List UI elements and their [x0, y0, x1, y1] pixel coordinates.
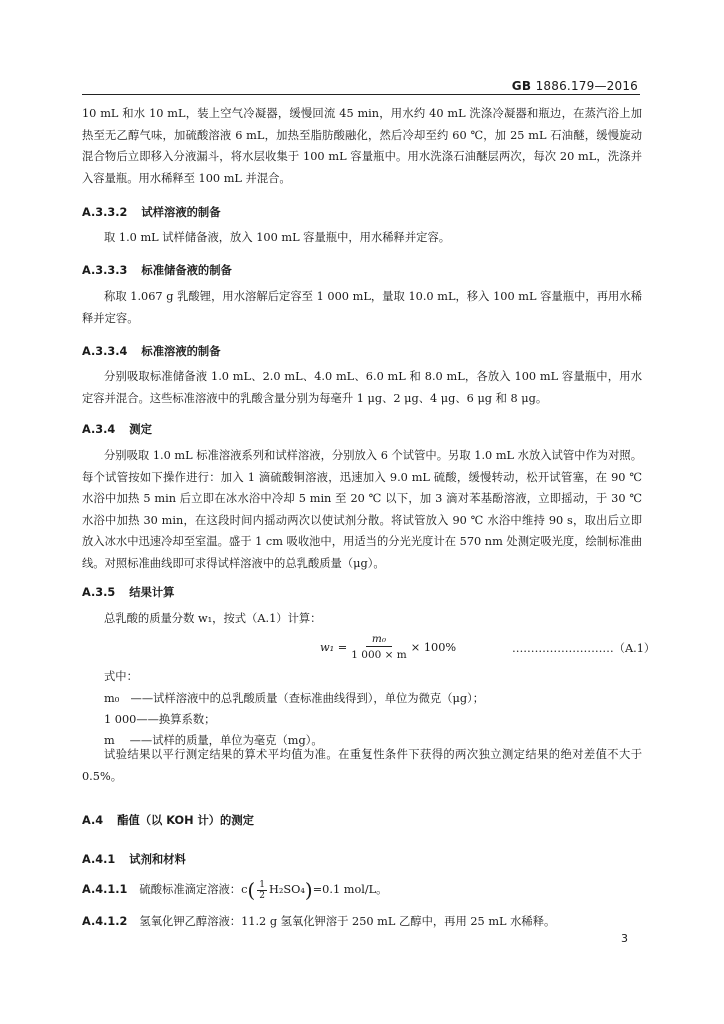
- fraction-numerator: 1: [259, 879, 265, 890]
- heading-number: A.4: [82, 814, 104, 827]
- paragraph-continued: 10 mL 和水 10 mL，装上空气冷凝器，缓慢回流 45 min，用水约 40 mL 洗涤冷凝器和瓶边，在蒸汽浴上加热至无乙醇气味，加硫酸溶液 6 mL，加热至脂肪酸融化，然后冷却至约 60 ℃，加 25 mL 石油醚，缓慢旋动混合物后立即移入分液漏斗，将水层收集于 100 mL 容量瓶中。用水洗涤石油醚层两次，每次 20 mL，洗涤并入容量瓶。用水稀释至 100 mL 并混合。: [82, 107, 642, 185]
- heading-a3-5: [82, 584, 174, 600]
- formula-lhs: w₁ =: [320, 640, 348, 654]
- formula-tail: × 100%: [410, 640, 457, 654]
- heading-title: 标准溶液的制备: [141, 345, 221, 358]
- page-number: 3: [621, 932, 628, 945]
- item-text-before: 硫酸标准滴定溶液：c: [139, 883, 248, 896]
- heading-a3-3-4: [82, 343, 221, 359]
- legend-row: 1 000——换算系数；: [104, 713, 216, 726]
- item-number: A.4.1.2: [82, 915, 128, 928]
- item-formula: H₂SO₄: [268, 883, 305, 896]
- formula-fraction: [351, 633, 407, 661]
- paragraph-a3-3-4: 分别吸取标准储备液 1.0 mL、2.0 mL、4.0 mL、6.0 mL 和 8.0 mL，各放入 100 mL 容量瓶中，用水定容并混合。这些标准溶液中的乳酸含量分别为每毫升 1 μg、2 μg、4 μg、6 μg 和 8 μg。: [82, 370, 642, 405]
- paragraph-a3-4: 分别吸取 1.0 mL 标准溶液系列和试样溶液，分别放入 6 个试管中。另取 1.0 mL 水放入试管中作为对照。每个试管按如下操作进行：加入 1 滴硫酸铜溶液，迅速加入 9.0 mL 硫酸，缓慢转动，松开试管塞，在 90 ℃ 水浴中加热 5 min 后立即在冰水浴中冷却 5 min 至 20 ℃ 以下，加 3 滴对苯基酚溶液，立即摇动，于 30 ℃ 水浴中加热 30 min，在这段时间内摇动两次以使试剂分散。将试管放入 90 ℃ 水浴中维持 90 s，取出后立即放入冰水中迅速冷却至室温。盛于 1 cm 吸收池中，用适当的分光光度计在 570 nm 处测定吸光度，绘制标准曲线。对照标准曲线即可求得试样溶液中的总乳酸质量（μg）。: [82, 449, 642, 570]
- heading-title: 试剂和材料: [129, 853, 186, 866]
- heading-title: 测定: [129, 423, 152, 436]
- heading-title: 试样溶液的制备: [141, 206, 221, 219]
- heading-a4-1: [82, 851, 186, 867]
- right-paren: ): [304, 878, 313, 902]
- result-note: 试验结果以平行测定结果的算术平均值为准。在重复性条件下获得的两次独立测定结果的绝对差值不大于 0.5%。: [82, 748, 642, 783]
- left-paren: (: [247, 878, 256, 902]
- heading-number: A.4.1: [82, 853, 116, 866]
- legend-row: m ——试样的质量，单位为毫克（mg）。: [104, 734, 323, 747]
- standard-number-header: [512, 79, 638, 93]
- item-fraction: [257, 880, 267, 901]
- item-a4-1-1: [82, 878, 387, 902]
- fraction-denominator: 2: [259, 890, 265, 901]
- item-text-after: =0.1 mol/L。: [312, 883, 388, 896]
- item-number: A.4.1.1: [82, 883, 128, 896]
- formula-intro: 总乳酸的质量分数 w₁，按式（A.1）计算：: [104, 612, 322, 625]
- heading-a3-4: [82, 421, 152, 437]
- heading-number: A.3.3.2: [82, 206, 128, 219]
- formula-denominator: 1 000 × m: [351, 649, 407, 661]
- heading-number: A.3.4: [82, 423, 116, 436]
- standard-prefix: GB: [511, 79, 532, 93]
- standard-number: 1886.179—2016: [535, 79, 638, 93]
- header-rule: [82, 94, 640, 95]
- heading-number: A.3.3.3: [82, 264, 128, 277]
- heading-a3-3-3: [82, 262, 232, 278]
- heading-title: 结果计算: [129, 586, 175, 599]
- legend-intro: 式中：: [104, 670, 138, 683]
- formula-numerator: m₀: [366, 633, 392, 647]
- item-a4-1-2: [82, 913, 555, 929]
- heading-title: 标准储备液的制备: [141, 264, 232, 277]
- heading-number: A.3.3.4: [82, 345, 128, 358]
- paragraph-a3-3-3: 称取 1.067 g 乳酸锂，用水溶解后定容至 1 000 mL，量取 10.0 mL，移入 100 mL 容量瓶中，再用水稀释并定容。: [82, 290, 642, 325]
- heading-a3-3-2: [82, 204, 221, 220]
- heading-title: 酯值（以 KOH 计）的测定: [117, 814, 254, 827]
- formula-a1: [320, 633, 456, 661]
- heading-number: A.3.5: [82, 586, 116, 599]
- paragraph-a3-3-2: 取 1.0 mL 试样储备液，放入 100 mL 容量瓶中，用水稀释并定容。: [104, 231, 451, 244]
- item-text: 氢氧化钾乙醇溶液：11.2 g 氢氧化钾溶于 250 mL 乙醇中，再用 25 mL 水稀释。: [139, 915, 556, 928]
- heading-a4: [82, 812, 254, 828]
- legend-row: m₀ ——试样溶液中的总乳酸质量（查标准曲线得到），单位为微克（μg）；: [104, 692, 485, 705]
- equation-label: ………………………（A.1）: [512, 642, 656, 655]
